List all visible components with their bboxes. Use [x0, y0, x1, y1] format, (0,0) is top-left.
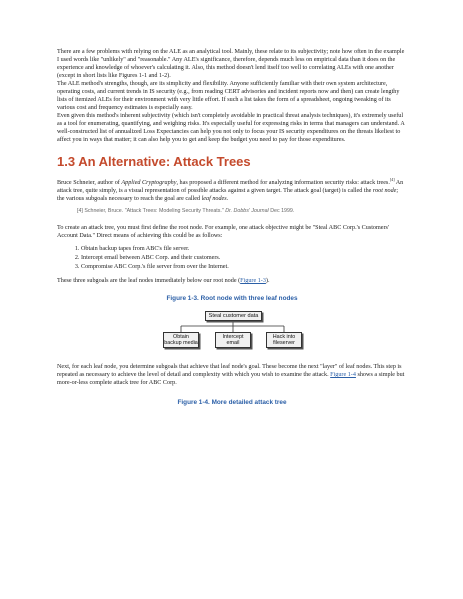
paragraph-root-intro: To create an attack tree, you must first define the root node. For example, one attack objective might be "Steal ABC Corp.'s Customers' Account Data." Direct means of achieving this could be as follows:: [57, 225, 390, 240]
list-item: 3. Compromise ABC Corp.'s file server from over the Internet.: [81, 263, 407, 272]
footnote-journal: Dr. Dobbs' Journal: [225, 208, 269, 215]
list-item: 1. Obtain backup tapes from ABC's file server.: [81, 245, 407, 254]
paragraph-leaf-nodes: [57, 277, 407, 285]
schneier-text-3: An attack tree, quite simply, is a visual representation of possible attacks against a given target. The attack goal (target) is called the: [57, 180, 404, 195]
document-page: [57, 48, 407, 407]
leaf-text-after: ).: [265, 278, 270, 285]
paragraph-ale-problems: There are a few problems with relying on the ALE as an analytical tool. Mainly, these relate to its subjectivity; note how often in the example I used words like "unlikely" and "reasonable." Any ALE's significance, therefore, depends much less on empirical data than it does on the experience and knowledge of whoever's calculating it. Also, this method doesn't lend itself too well to correlating ALEs with one another (except in short lists like Figures 1-1 and 1-2).: [57, 49, 405, 79]
footnote-mark[interactable]: [4]: [77, 208, 83, 215]
list-item: 2. Intercept email between ABC Corp. and their customers.: [81, 254, 407, 263]
section-heading: 1.3 An Alternative: Attack Trees: [57, 154, 251, 169]
schneier-text-4: ; the various subgoals necessary to reach the goal are called: [57, 188, 399, 203]
next-text-before: Next, for each leaf node, you determine subgoals that achieve that leaf node's goal. These become the next "layer" of leaf nodes. This step is repeated as necessary to achieve the level of detail and complexity with which you wish to examine the attack.: [57, 364, 402, 379]
next-text-after: shows a simple but more-or-less complete attack tree for ABC Corp.: [57, 372, 405, 387]
leaf-node-email: Intercept email: [215, 332, 251, 348]
leaf-text-before: These three subgoals are the leaf nodes immediately below our root node (: [57, 278, 241, 285]
figure-1-4-link[interactable]: Figure 1-4: [330, 372, 356, 379]
book-title: Applied Cryptography: [121, 180, 177, 187]
term-leaf-nodes: leaf nodes: [201, 196, 227, 203]
figure-1-3-title: Figure 1-3. Root node with three leaf nodes: [166, 295, 298, 303]
paragraph-ale-usefulness: Even given this method's inherent subjectivity (which isn't completely avoidable in practical threat analysis techniques), it's extremely useful as a tool for enumerating, quantifying, and weighing risks. It's especially useful for expressing risks in terms that managers can understand. A well-constructed list of annualized Loss Expectancies can help you not only to focus your IS security expenditures on the threats likeliest to affect you in ways that matter; it can also help you to get and keep the budget you need to pay for those expenditures.: [57, 113, 405, 143]
schneier-text-5: .: [226, 196, 229, 203]
paragraph-ale-strengths: The ALE method's strengths, though, are its simplicity and flexibility. Anyone sufficiently familiar with their own system architecture, operating costs, and current trends in IS security (e.g., from reading CERT advisories and incident reports now and then) can create lengthy lists of itemized ALEs for their environment with very little effort. If such a list takes the form of a spreadsheet, ongoing tweaking of its various cost and frequency estimates is especially easy.: [57, 81, 400, 111]
term-root-node: root node: [372, 188, 397, 195]
schneier-text-1: Bruce Schneier, author of: [57, 180, 122, 187]
footnote-marker[interactable]: [4]: [389, 177, 395, 182]
root-node: Steal customer data: [205, 311, 262, 321]
footnote: [77, 207, 407, 215]
figure-1-4-title: Figure 1-4. More detailed attack tree: [177, 399, 287, 407]
footnote-text-b: Dec 1999.: [268, 208, 295, 215]
subgoal-list: [57, 245, 407, 272]
paragraph-schneier: [57, 176, 407, 203]
paragraph-next-layer: [57, 363, 407, 387]
figure-1-3-link[interactable]: Figure 1-3: [240, 278, 266, 285]
footnote-text-a: Schneier, Bruce. "Attack Trees: Modeling Security Threats.": [82, 208, 226, 215]
leaf-node-fileserver: Hack into fileserver: [266, 332, 302, 348]
attack-tree-diagram: [57, 307, 407, 357]
schneier-text-2: , has proposed a different method for analyzing information security risks: attack trees.: [176, 180, 390, 187]
leaf-node-backup: Obtain backup media: [164, 334, 198, 347]
